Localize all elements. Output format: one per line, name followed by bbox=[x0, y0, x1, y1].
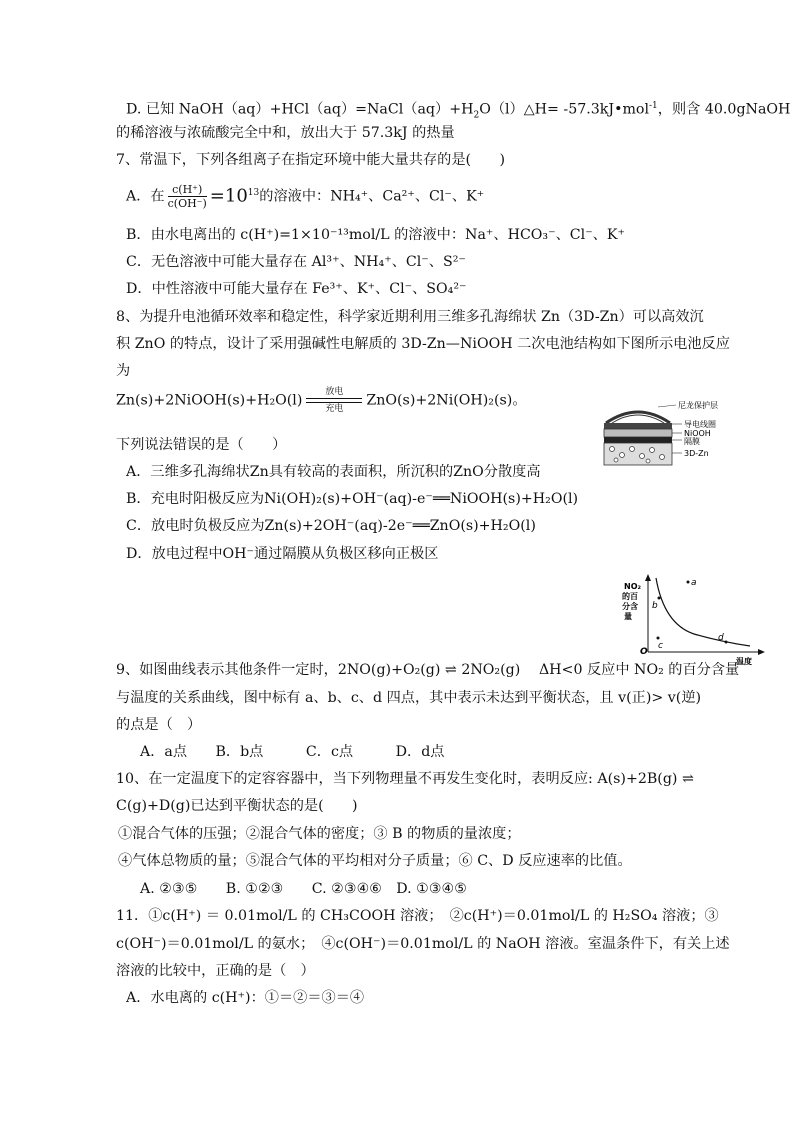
svg-text:NO₂: NO₂ bbox=[624, 582, 641, 591]
svg-text:的百: 的百 bbox=[622, 592, 638, 601]
q8-option-b: B．充电时阳极反应为Ni(OH)₂(s)+OH⁻(aq)-e⁻══NiOOH(s)+H₂O(l) bbox=[126, 491, 579, 507]
svg-text:量: 量 bbox=[624, 612, 632, 621]
origin-label: O bbox=[640, 647, 648, 657]
q8-stem-line1: 8、为提升电池循环效率和稳定性，科学家近期利用三维多孔海绵状 Zn（3D-Zn）可以高效沉 bbox=[116, 309, 704, 325]
q8-ask: 下列说法错误的是（ ） bbox=[116, 437, 287, 453]
q10-options: A. ②③⑤ B. ①②③ C. ②③④⑥ D. ①③④⑤ bbox=[140, 881, 467, 897]
q7-stem: 7、常温下，下列各组离子在指定环境中能大量共存的是( ) bbox=[116, 152, 505, 168]
q7-option-d: D．中性溶液中可能大量存在 Fe³⁺、K⁺、Cl⁻、SO₄²⁻ bbox=[126, 281, 467, 297]
q8-option-d: D．放电过程中OH⁻通过隔膜从负极区移向正极区 bbox=[126, 546, 439, 562]
label-niooh: NiOOH bbox=[684, 429, 711, 438]
label-separator: 隔膜 bbox=[684, 437, 700, 446]
svg-text:a: a bbox=[691, 578, 697, 588]
reversible-arrow: 放电 充电 bbox=[306, 387, 362, 414]
q7-fraction: $\frac{c(H^+)}{c(OH^-)}$ bbox=[167, 183, 207, 211]
q8-equation: Zn(s)+2NiOOH(s)+H₂O(l) 放电 充电 ZnO(s)+2Ni(OH)₂(s)。 bbox=[116, 387, 527, 414]
svg-text:c: c bbox=[658, 641, 663, 651]
q9-stem-line2: 与温度的关系曲线，图中标有 a、b、c、d 四点，其中表示未达到平衡状态，且 v(正)> v(逆) bbox=[116, 690, 702, 706]
q8-option-a: A．三维多孔海绵状Zn具有较高的表面积，所沉积的ZnO分散度高 bbox=[126, 464, 541, 480]
q9-stem-line1: 9、如图曲线表示其他条件一定时，2NO(g)+O₂(g) ⇌ 2NO₂(g) ΔH<0 反应中 NO₂ 的百分含量 bbox=[116, 662, 740, 678]
svg-text:b: b bbox=[652, 601, 658, 611]
label-coil: 导电线圈 bbox=[684, 420, 716, 429]
prev-option-d-line2: 的稀溶液与浓硫酸完全中和，放出大于 57.3kJ 的热量 bbox=[116, 125, 455, 141]
q10-conditions-line1: ①混合气体的压强；②混合气体的密度；③ B 的物质的量浓度； bbox=[118, 826, 521, 842]
q7-option-c: C．无色溶液中可能大量存在 Al³⁺、NH₄⁺、Cl⁻、S²⁻ bbox=[126, 254, 466, 270]
q8-option-c: C．放电时负极反应为Zn(s)+2OH⁻(aq)-2e⁻══ZnO(s)+H₂O(l) bbox=[126, 518, 536, 534]
prev-option-d-line1: D. 已知 $NaOH(aq)+HCl(aq)=NaCl(aq)+H_2O(l)\triangle H=$ -57.3kJ•mol$^{-1}$，则含 40.0gNaOH bbox=[126, 101, 791, 121]
label-nylon: 尼龙保护层 bbox=[678, 401, 718, 410]
q7-option-b: B．由水电离出的 c(H⁺)=1×10⁻¹³mol/L 的溶液中：Na⁺、HCO₃⁻、Cl⁻、K⁺ bbox=[126, 227, 625, 243]
q10-stem-line2: C(g)+D(g)已达到平衡状态的是( ) bbox=[116, 798, 358, 814]
q11-option-a: A．水电离的 c(H⁺)：①＝②＝③＝④ bbox=[126, 990, 365, 1006]
svg-text:分含: 分含 bbox=[622, 602, 638, 611]
q8-stem-line3: 为 bbox=[116, 363, 131, 379]
q9-options: A．a点 B．b点 C．c点 D．d点 bbox=[140, 744, 445, 760]
x-axis-label: 温度 bbox=[736, 657, 752, 666]
q11-stem-line2: c(OH⁻)＝0.01mol/L 的氨水； ④c(OH⁻)＝0.01mol/L 的 NaOH 溶液。室温条件下，有关上述 bbox=[116, 936, 730, 952]
battery-structure-diagram bbox=[598, 393, 768, 473]
label-3dzn: 3D-Zn bbox=[684, 449, 709, 458]
q10-stem-line1: 10、在一定温度下的定容容器中，当下列物理量不再发生变化时，表明反应: A(s)+2B(g) ⇌ bbox=[116, 771, 694, 787]
q7-option-a: A．在 $\frac{c(H^+)}{c(OH^-)}$ $=10^{13}$的溶液中：NH₄⁺、Ca²⁺、Cl⁻、K⁺ bbox=[126, 183, 485, 211]
q10-conditions-line2: ④气体总物质的量；⑤混合气体的平均相对分子质量；⑥ C、D 反应速率的比值。 bbox=[118, 853, 632, 869]
q9-stem-line3: 的点是（ ） bbox=[116, 717, 202, 733]
q11-stem-line3: 溶液的比较中，正确的是（ ） bbox=[116, 963, 315, 979]
q11-stem-line1: 11．①c(H⁺) ＝ 0.01mol/L 的 CH₃COOH 溶液； ②c(H⁺)＝0.01mol/L 的 H₂SO₄ 溶液；③ bbox=[116, 908, 719, 924]
svg-text:d: d bbox=[718, 633, 724, 643]
no2-temperature-graph bbox=[612, 572, 782, 666]
q8-stem-line2: 积 ZnO 的特点，设计了采用强碱性电解质的 3D-Zn—NiOOH 二次电池结构如下图所示电池反应 bbox=[116, 336, 730, 352]
